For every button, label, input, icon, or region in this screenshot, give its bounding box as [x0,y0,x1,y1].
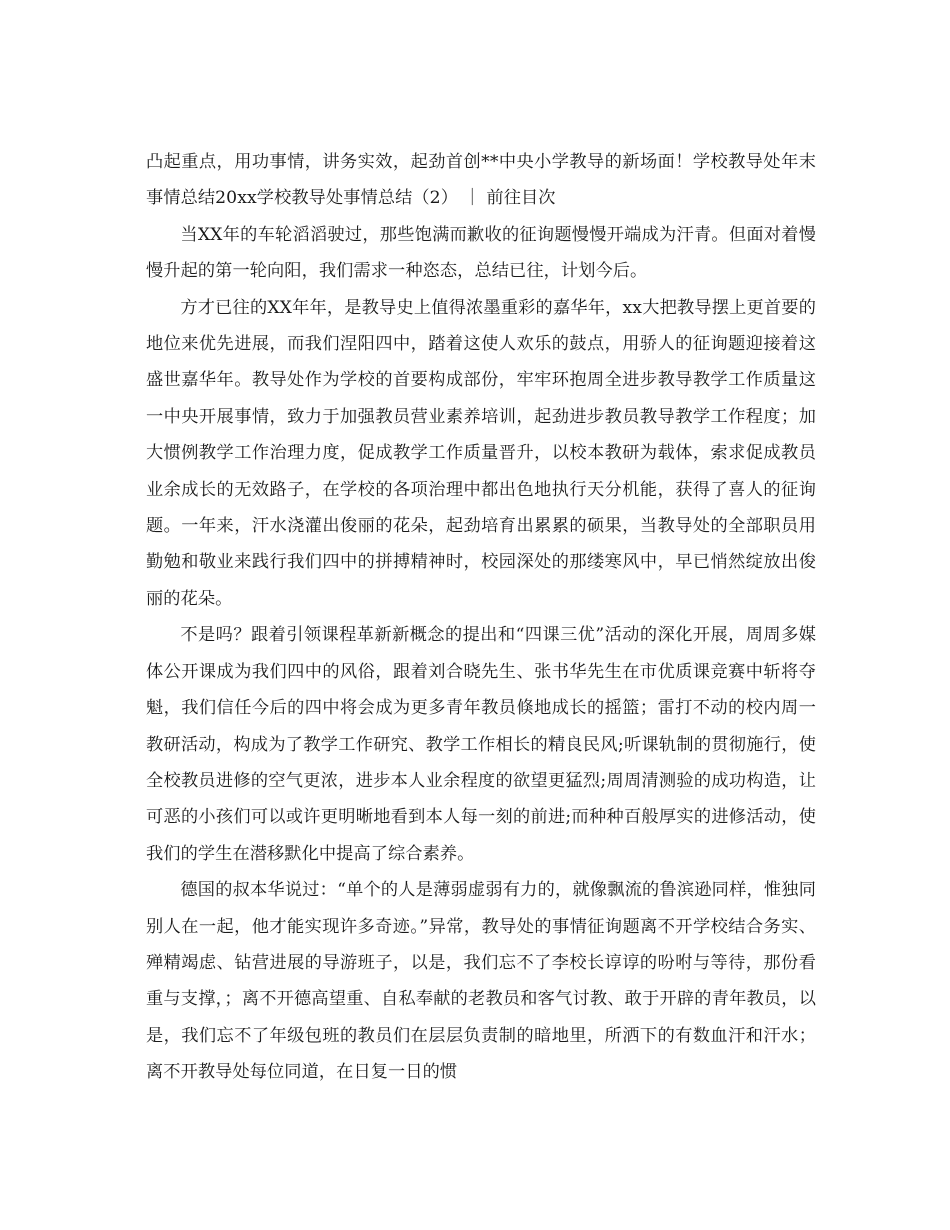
paragraph-opening: 当XX年的车轮滔滔驶过，那些饱满而歉收的征询题慢慢开端成为汗青。但面对着慢慢升起的第一轮向阳，我们需求一种恣态，总结已往，计划今后。 [146,224,816,282]
paragraph-year-review: 方才已往的XX年年，是教导史上值得浓墨重彩的嘉华年，xx大把教导摆上更首要的地位来优先进展，而我们涅阳四中，踏着这使人欢乐的鼓点，用骄人的征询题迎接着这盛世嘉华年。教导处作为学校的首要构成部份，牢牢环抱周全进步教导教学工作质量这一中央开展事情，致力于加强教员营业素养培训，起劲进步教员教导教学工作程度；加大惯例教学工作治理力度，促成教学工作质量晋升，以校本教研为载体，索求促成教员业余成长的无效路子，在学校的各项治理中都出色地执行天分机能，获得了喜人的征询题。一年来，汗水浇灌出俊丽的花朵，起劲培育出累累的硕果，当教导处的全部职员用勤勉和敬业来践行我们四中的拼搏精神时，校园深处的那缕寒风中，早已悄然绽放出俊丽的花朵。 [146,297,816,609]
paragraph-intro-line: 凸起重点，用功事情，讲务实效，起劲首创**中央小学教导的新场面！学校教导处年末事情总结20xx学校教导处事情总结（2） ｜ 前往目次 [146,152,816,209]
document-page [146,144,816,1091]
paragraph-activities: 不是吗？跟着引领课程革新新概念的提出和“四课三优”活动的深化开展，周周多媒体公开课成为我们四中的风俗，跟着刘合晓先生、张书华先生在市优质课竞赛中斩将夺魁，我们信任今后的四中将会成为更多青年教员倏地成长的摇篮；雷打不动的校内周一教研活动，构成为了教学工作研究、教学工作相长的精良民风;听课轨制的贯彻施行，使全校教员进修的空气更浓，进步本人业余程度的欲望更猛烈;周周清测验的成功构造，让可恶的小孩们可以或许更明晰地看到本人每一刻的前进;而种种百般厚实的进修活动，使我们的学生在潜移默化中提高了综合素养。 [146,625,816,864]
paragraph-schopenhauer-quote: 德国的叔本华说过：“单个的人是薄弱虚弱有力的，就像飘流的鲁滨逊同样，惟独同别人在一起，他才能实现许多奇迹。”异常，教导处的事情征询题离不开学校结合务实、殚精竭虑、钻营进展的导游班子，以是，我们忘不了李校长谆谆的吩咐与等待，那份看重与支撑，；离不开德高望重、自私奉献的老教员和客气讨教、敢于开辟的青年教员，以是，我们忘不了年级包班的教员们在层层负责制的暗地里，所洒下的有数血汗和汗水；离不开教导处每位同道，在日复一日的惯 [146,880,816,1083]
